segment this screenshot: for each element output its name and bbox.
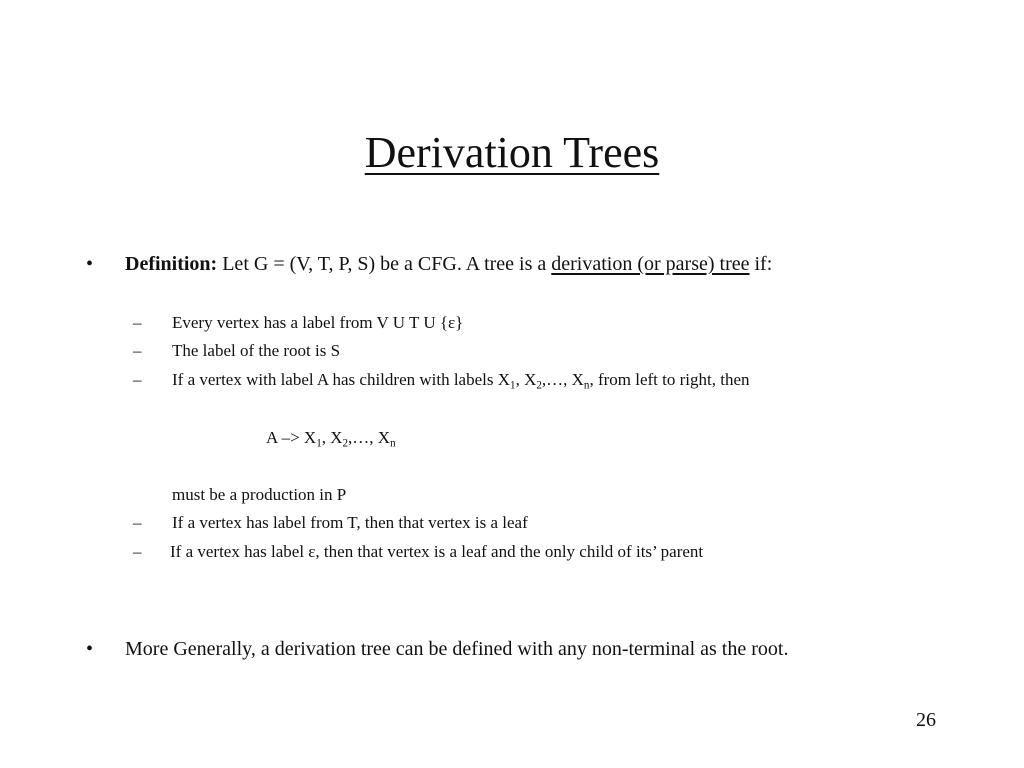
production-subn: n — [390, 437, 396, 450]
dash-marker: – — [133, 542, 142, 561]
children-rule-mid: ,…, X — [541, 370, 584, 389]
definition-text-after: if: — [749, 253, 773, 275]
sub-item-root-label: The label of the root is S — [172, 341, 341, 360]
children-rule-sub1: 1 — [510, 379, 516, 392]
bullet-marker: • — [86, 253, 94, 275]
general-statement: More Generally, a derivation tree can be defined with any non-terminal as the root. — [125, 638, 789, 660]
sub-item-must-be: must be a production in P — [172, 485, 347, 504]
bullet-marker: • — [86, 638, 94, 660]
definition-underlined-term: derivation (or parse) tree — [551, 253, 750, 275]
production-prefix: A –> X — [266, 428, 317, 447]
definition-label: Definition: — [125, 253, 218, 275]
slide-title — [0, 125, 1024, 181]
children-rule-subn: n — [583, 379, 590, 392]
dash-marker: – — [133, 513, 142, 532]
dash-marker: – — [133, 370, 142, 389]
children-rule-suffix: , from left to right, then — [589, 370, 750, 389]
sub-item-terminal-leaf: If a vertex has label from T, then that vertex is a leaf — [172, 513, 528, 532]
production-sub1: 1 — [316, 437, 322, 450]
production-comma1: , X — [321, 428, 343, 447]
children-rule-prefix: If a vertex with label A has children with labels X — [172, 370, 511, 389]
children-rule-comma1: , X — [515, 370, 537, 389]
sub-item-epsilon-leaf: If a vertex has label ε, then that vertex is a leaf and the only child of its’ parent — [170, 542, 704, 561]
sub-item-children-rule — [172, 370, 750, 390]
sub-item-vertex-label: Every vertex has a label from V U T U {ε} — [172, 313, 464, 332]
dash-marker: – — [133, 313, 142, 332]
production-mid: ,…, X — [348, 428, 391, 447]
production-rule — [266, 428, 396, 448]
definition-line — [125, 252, 772, 276]
page-number: 26 — [916, 709, 936, 731]
slide-title-text: Derivation Trees — [364, 128, 660, 177]
definition-text-before: Let G = (V, T, P, S) be a CFG. A tree is a — [217, 253, 552, 275]
children-rule-sub2: 2 — [536, 379, 542, 392]
production-sub2: 2 — [342, 437, 349, 450]
dash-marker: – — [133, 341, 142, 360]
